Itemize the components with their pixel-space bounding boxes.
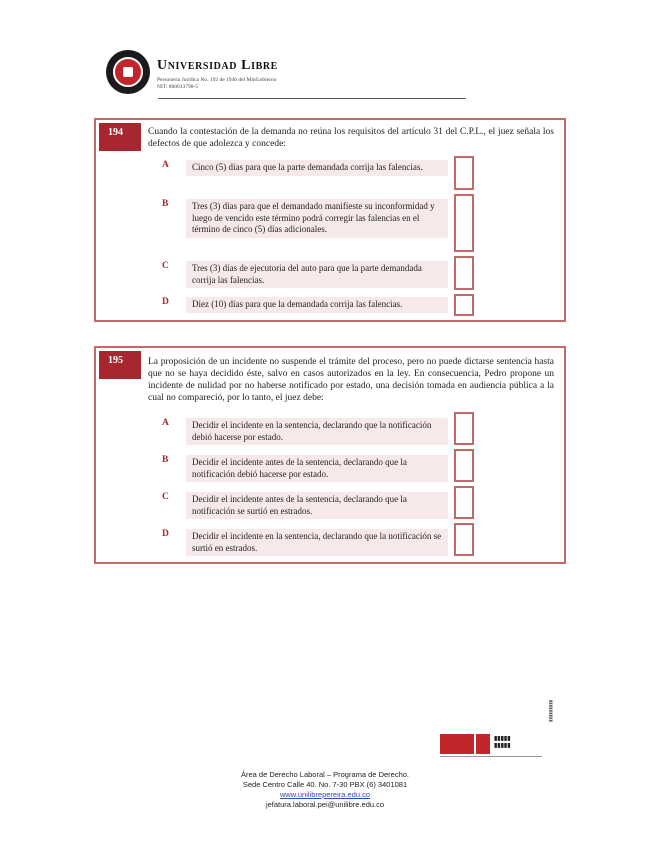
university-name: Universidad Libre bbox=[157, 58, 278, 73]
option-letter: C bbox=[162, 261, 169, 271]
option-text: Tres (3) días de ejecutoria del auto para que la parte demandada corrija las falencias. bbox=[186, 261, 448, 288]
option-letter: B bbox=[162, 199, 169, 209]
option-letter: A bbox=[162, 160, 169, 170]
question-number: 194 bbox=[99, 123, 141, 151]
side-margin-mark: ▮▮▮▮▮▮▮▮▮ bbox=[548, 699, 553, 722]
footer-website-link[interactable]: www.unilibrepereira.edu.co bbox=[279, 790, 371, 799]
option-text: Decidir el incidente antes de la sentencia, declarando que la notificación se surtió en estrados. bbox=[186, 492, 448, 519]
option-text: Decidir el incidente en la sentencia, declarando que la notificación debió hacerse por estado. bbox=[186, 418, 448, 445]
answer-checkbox-d[interactable] bbox=[454, 523, 474, 556]
option-letter: D bbox=[162, 297, 169, 307]
logo-divider bbox=[440, 756, 542, 757]
answer-checkbox-a[interactable] bbox=[454, 156, 474, 190]
accreditation-logos bbox=[440, 730, 558, 760]
option-text: Tres (3) días para que el demandado manifieste su inconformidad y luego de vencido este término podrá corregir las falencias en el término de cinco (5) días adicionales. bbox=[186, 199, 448, 238]
option-letter: D bbox=[162, 529, 169, 539]
option-text: Decidir el incidente en la sentencia, declarando que la notificación se surtió en estrados. bbox=[186, 529, 448, 556]
answer-checkbox-c[interactable] bbox=[454, 486, 474, 519]
university-seal-logo bbox=[106, 50, 150, 94]
answer-checkbox-b[interactable] bbox=[454, 449, 474, 482]
accreditation-logo-u bbox=[476, 734, 490, 754]
answer-checkbox-a[interactable] bbox=[454, 412, 474, 445]
question-stem: Cuando la contestación de la demanda no reúna los requisitos del artículo 31 del C.P.L., el juez señala los defectos de que adolezca y concede: bbox=[148, 127, 554, 149]
footer-department: Área de Derecho Laboral – Programa de Derecho. bbox=[240, 770, 409, 779]
option-text: Decidir el incidente antes de la sentencia, declarando que la notificación debió hacerse por estado. bbox=[186, 455, 448, 482]
answer-checkbox-c[interactable] bbox=[454, 256, 474, 290]
question-card-195 bbox=[94, 346, 566, 564]
option-letter: B bbox=[162, 455, 169, 465]
question-stem: La proposición de un incidente no suspende el trámite del proceso, pero no puede dictarse sentencia hasta que no se haya decidido éste, salvo en casos autorizados en la ley. En consecuencia, Pedro propone un incidente de nulidad por no haberse notificado por estado, una decisión tomada en audiencia pública a la cual no compareció, por lo tanto, el juez debe: bbox=[148, 357, 554, 403]
question-number: 195 bbox=[99, 351, 141, 379]
university-subtitle: Personería Jurídica No. 192 de 1946 del MinGobierno NIT: 860013798-5 bbox=[157, 77, 277, 90]
answer-checkbox-b[interactable] bbox=[454, 194, 474, 252]
footer-address: Sede Centro Calle 40. No. 7-30 PBX (6) 3401081 bbox=[242, 780, 408, 789]
header-divider bbox=[158, 98, 466, 99]
page-footer bbox=[200, 770, 450, 810]
accreditation-logo-mark: ▮▮▮▮▮ ▮▮▮▮▮ bbox=[494, 736, 511, 749]
footer-email: jefatura.laboral.pei@unilibre.edu.co bbox=[265, 800, 385, 809]
option-text: Cinco (5) días para que la parte demandada corrija las falencias. bbox=[186, 160, 448, 176]
option-letter: A bbox=[162, 418, 169, 428]
option-text: Diez (10) días para que la demandada corrija las falencias. bbox=[186, 297, 448, 313]
question-card-194 bbox=[94, 118, 566, 322]
option-letter: C bbox=[162, 492, 169, 502]
letterhead bbox=[106, 44, 466, 102]
accreditation-logo-red bbox=[440, 734, 474, 754]
answer-checkbox-d[interactable] bbox=[454, 294, 474, 316]
